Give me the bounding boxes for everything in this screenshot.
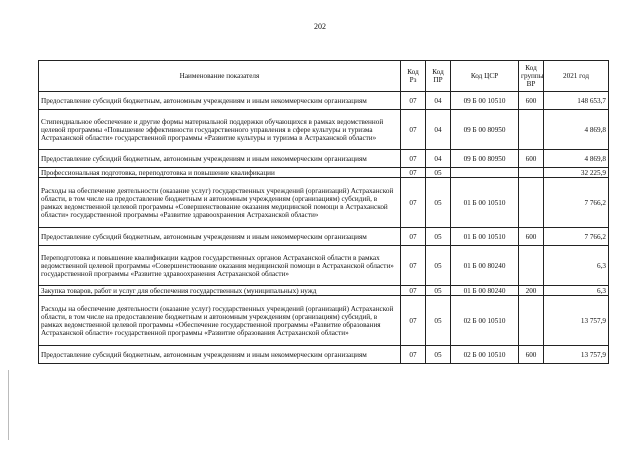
row-value: 13 757,9 xyxy=(544,296,609,346)
row-vr: 600 xyxy=(519,228,544,246)
row-vr: 600 xyxy=(519,346,544,364)
row-name: Закупка товаров, работ и услуг для обеспечения государственных (муниципальных) нужд xyxy=(39,286,401,296)
header-name: Наименование показателя xyxy=(39,61,401,92)
row-vr: 600 xyxy=(519,150,544,168)
row-name: Предоставление субсидий бюджетным, автономным учреждениям и иным некоммерческим организациям xyxy=(39,228,401,246)
budget-table-container xyxy=(38,60,608,364)
row-value: 32 225,9 xyxy=(544,168,609,178)
row-vr xyxy=(519,178,544,228)
row-rz: 07 xyxy=(401,296,426,346)
table-row xyxy=(39,110,609,150)
row-rz: 07 xyxy=(401,346,426,364)
row-csr: 01 Б 00 80240 xyxy=(451,246,519,286)
row-value: 6,3 xyxy=(544,246,609,286)
row-rz: 07 xyxy=(401,286,426,296)
row-csr: 09 Б 00 80950 xyxy=(451,150,519,168)
table-row xyxy=(39,286,609,296)
row-pr: 04 xyxy=(426,92,451,110)
row-rz: 07 xyxy=(401,92,426,110)
row-value: 7 766,2 xyxy=(544,228,609,246)
row-pr: 05 xyxy=(426,296,451,346)
row-name: Профессиональная подготовка, переподготовка и повышение квалификации xyxy=(39,168,401,178)
row-pr: 05 xyxy=(426,228,451,246)
row-vr xyxy=(519,296,544,346)
row-pr: 04 xyxy=(426,150,451,168)
row-rz: 07 xyxy=(401,150,426,168)
row-pr: 05 xyxy=(426,346,451,364)
row-csr: 01 Б 00 10510 xyxy=(451,228,519,246)
row-csr: 09 Б 00 10510 xyxy=(451,92,519,110)
row-value: 4 869,8 xyxy=(544,110,609,150)
row-rz: 07 xyxy=(401,168,426,178)
row-pr: 04 xyxy=(426,110,451,150)
row-pr: 05 xyxy=(426,286,451,296)
row-pr: 05 xyxy=(426,178,451,228)
row-pr: 05 xyxy=(426,246,451,286)
row-pr: 05 xyxy=(426,168,451,178)
row-name: Предоставление субсидий бюджетным, автономным учреждениям и иным некоммерческим организациям xyxy=(39,92,401,110)
row-value: 4 869,8 xyxy=(544,150,609,168)
row-name: Предоставление субсидий бюджетным, автономным учреждениям и иным некоммерческим организациям xyxy=(39,150,401,168)
row-rz: 07 xyxy=(401,178,426,228)
row-name: Переподготовка и повышение квалификации кадров государственных органов Астраханской области в рамках ведомственной целевой программы «Совершенствование оказания медицинской помощи в Астраханской области» государственной программы «Развитие здравоохранения Астраханской области» xyxy=(39,246,401,286)
row-name: Расходы на обеспечение деятельности (оказание услуг) государственных учреждений (организаций) Астраханской области, в том числе на предоставление бюджетным и автономным учреждениям (организациям) субсидий, в рамках ведомственной целевой программы «Совершенствование оказания медицинской помощи в Астраханской области» государственной программы «Развитие здравоохранения Астраханской области» xyxy=(39,178,401,228)
header-csr: Код ЦСР xyxy=(451,61,519,92)
row-value: 7 766,2 xyxy=(544,178,609,228)
row-value: 6,3 xyxy=(544,286,609,296)
table-row xyxy=(39,168,609,178)
header-rz: Код Рз xyxy=(401,61,426,92)
row-csr: 09 Б 00 80950 xyxy=(451,110,519,150)
header-vr: Код группы ВР xyxy=(519,61,544,92)
table-row xyxy=(39,92,609,110)
row-vr: 600 xyxy=(519,92,544,110)
table-row xyxy=(39,178,609,228)
row-csr: 01 Б 00 80240 xyxy=(451,286,519,296)
row-rz: 07 xyxy=(401,110,426,150)
row-name: Предоставление субсидий бюджетным, автономным учреждениям и иным некоммерческим организациям xyxy=(39,346,401,364)
row-value: 13 757,9 xyxy=(544,346,609,364)
row-rz: 07 xyxy=(401,228,426,246)
row-vr xyxy=(519,246,544,286)
table-row xyxy=(39,150,609,168)
row-vr xyxy=(519,110,544,150)
row-csr: 02 Б 00 10510 xyxy=(451,296,519,346)
row-name: Стипендиальное обеспечение и другие формы материальной поддержки обучающихся в рамках ведомственной целевой программы «Повышение эффективности государственного управления в сфере культуры и туризма Астраханской области» государственной программы «Развитие культуры и туризма в Астраханской области» xyxy=(39,110,401,150)
row-vr: 200 xyxy=(519,286,544,296)
table-row xyxy=(39,246,609,286)
table-row xyxy=(39,346,609,364)
header-pr: Код ПР xyxy=(426,61,451,92)
scan-margin-mark xyxy=(8,370,9,440)
row-csr: 02 Б 00 10510 xyxy=(451,346,519,364)
table-header-row xyxy=(39,61,609,92)
table-row xyxy=(39,228,609,246)
page-number: 202 xyxy=(314,22,326,31)
row-vr xyxy=(519,168,544,178)
row-rz: 07 xyxy=(401,246,426,286)
budget-table xyxy=(38,60,609,364)
row-value: 148 653,7 xyxy=(544,92,609,110)
row-csr xyxy=(451,168,519,178)
row-name: Расходы на обеспечение деятельности (оказание услуг) государственных учреждений (организаций) Астраханской области, в том числе на предоставление бюджетным и автономным учреждениям (организациям) субсидий, в рамках ведомственной целевой программы «Обеспечение государственной программы «Развитие образования Астраханской области» государственной программы «Развитие образования Астраханской области» xyxy=(39,296,401,346)
header-year: 2021 год xyxy=(544,61,609,92)
row-csr: 01 Б 00 10510 xyxy=(451,178,519,228)
table-row xyxy=(39,296,609,346)
